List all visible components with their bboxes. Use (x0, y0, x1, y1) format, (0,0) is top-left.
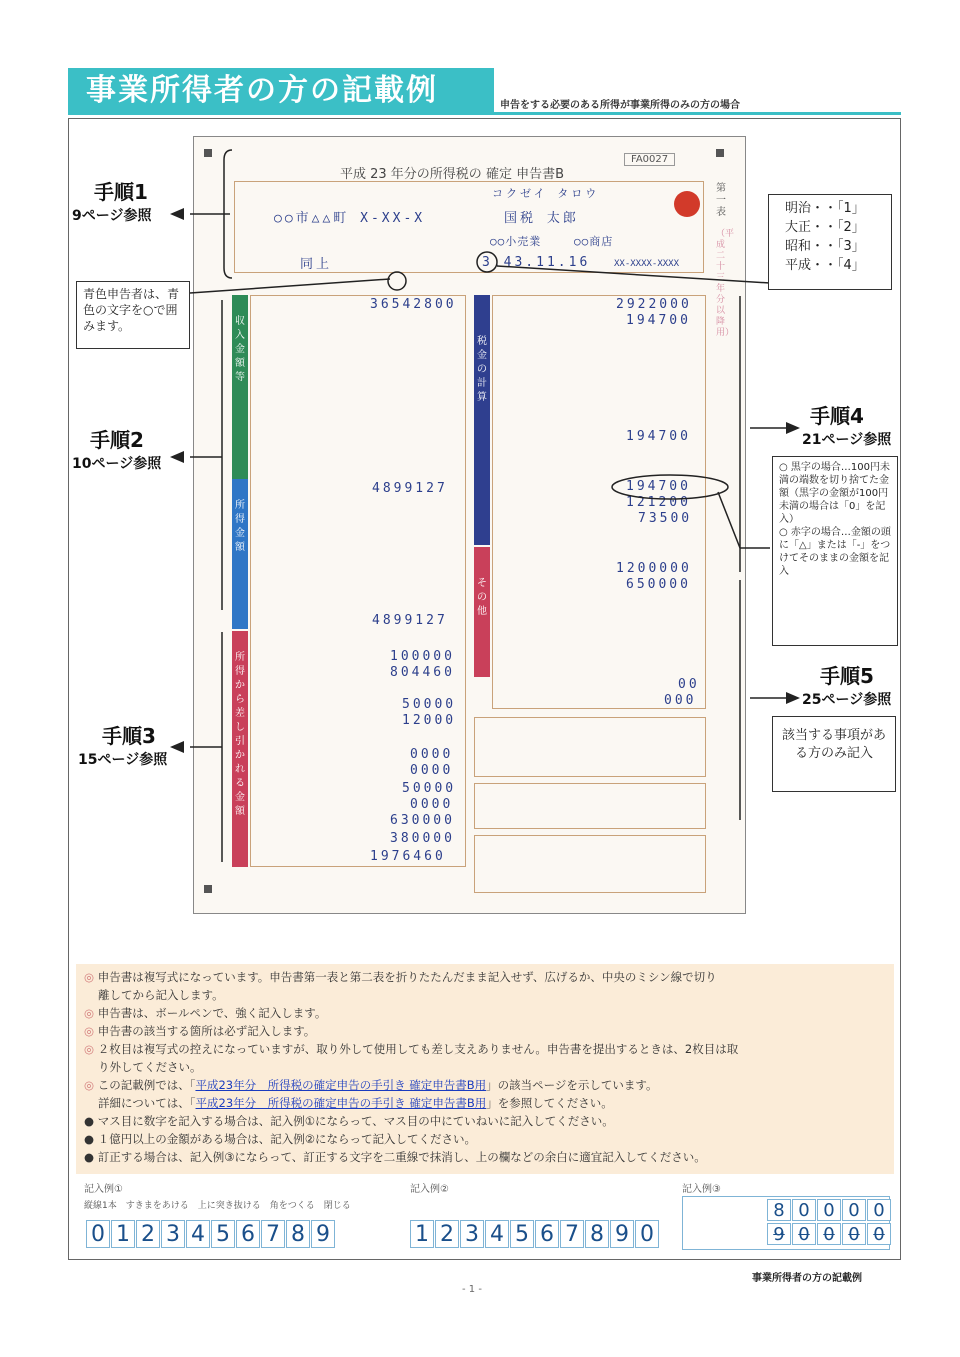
digit-box: 8 (286, 1220, 310, 1248)
instruction-item: ◎ 申告書は、ボールペンで、強く記入します。 (84, 1006, 327, 1020)
step-2-page: 10ページ参照 (72, 456, 162, 472)
section-deduct-label: 所得から差し引かれる金額 (232, 631, 248, 867)
guide-link[interactable]: 平成23年分 所得税の確定申告の手引き 確定申告書B用 (195, 1096, 487, 1110)
deduct-value: 50000 (402, 781, 457, 796)
instruction-item: り外してください。 (98, 1060, 202, 1074)
digit-box: 0 (867, 1223, 891, 1245)
form-occupation: ○○小売業 (490, 235, 542, 248)
tax-value: 000 (664, 693, 697, 708)
step-4-label: 手順4 (810, 404, 864, 428)
earned-value: 4899127 (372, 481, 448, 496)
income-value: 36542800 (370, 297, 457, 312)
digit-box: 1 (111, 1220, 135, 1248)
step-5-label: 手順5 (820, 664, 874, 688)
step-3-page: 15ページ参照 (78, 752, 168, 768)
form-name-kana: コクゼイ タロウ (492, 187, 600, 200)
digit-box: 8 (767, 1199, 791, 1221)
digit-box: 0 (86, 1220, 110, 1248)
digit-box: 5 (211, 1220, 235, 1248)
earned-total: 4899127 (372, 613, 448, 628)
digit-box: 3 (460, 1220, 484, 1248)
digit-box: 3 (161, 1220, 185, 1248)
step-3-label: 手順3 (102, 724, 156, 748)
form-phone: XX-XXXX-XXXX (614, 259, 680, 269)
era-heisei: 平成・・「4」 (785, 258, 865, 273)
deduct-value: 380000 (390, 831, 455, 846)
step-5-page: 25ページ参照 (802, 692, 892, 708)
digit-box: 0 (792, 1199, 816, 1221)
example-1-hints: 縦線1本 すきまをあける 上に突き抜ける 角をつくる 閉じる (84, 1201, 351, 1211)
instruction-item: ● マス目に数字を記入する場合は、記入例①にならって、マス目の中にていねいに記入してください。 (84, 1114, 614, 1128)
note-only-if-applicable: 該当する事項がある方のみ記入 (772, 716, 896, 792)
deduct-value: 0000 (410, 747, 454, 762)
digit-box: 2 (435, 1220, 459, 1248)
digit-box: 0 (792, 1223, 816, 1245)
digit-box: 0 (842, 1199, 866, 1221)
digit-box: 0 (817, 1199, 841, 1221)
note-era-codes (768, 194, 892, 290)
step-1-page: 9ページ参照 (72, 208, 152, 224)
deduct-total: 1976460 (370, 849, 446, 864)
deduct-value: 630000 (390, 813, 455, 828)
form-shop: ○○商店 (574, 235, 614, 248)
digit-box: 9 (610, 1220, 634, 1248)
instruction-item: ◎ ２枚目は複写式の控えになっていますが、取り外して使用しても差し支えありません。申告書を提出するときは、2枚目は取 (84, 1042, 739, 1056)
digit-box: 0 (817, 1223, 841, 1245)
step-1 (72, 176, 151, 225)
instruction-item: ◎ 申告書の該当する箇所は必ず記入します。 (84, 1024, 316, 1038)
note-amount-rules (772, 456, 898, 646)
example-3-label: 記入例③ (682, 1184, 721, 1195)
digit-box: 8 (585, 1220, 609, 1248)
digit-box: 0 (867, 1199, 891, 1221)
form-code: FA0027 (624, 153, 675, 166)
example-1-digits (86, 1220, 336, 1248)
digit-box: 4 (485, 1220, 509, 1248)
digit-box: 9 (311, 1220, 335, 1248)
example-3-new (767, 1199, 892, 1221)
digit-box: 0 (635, 1220, 659, 1248)
era-taisho: 大正・・「2」 (785, 220, 865, 235)
tax-value: 73500 (638, 511, 693, 526)
deduct-value: 12000 (402, 713, 457, 728)
digit-box: 6 (236, 1220, 260, 1248)
deduct-value: 804460 (390, 665, 455, 680)
era-showa: 昭和・・「3」 (785, 239, 865, 254)
tax-value: 194700 (626, 429, 691, 444)
tax-value: 2922000 (616, 297, 692, 312)
step-3 (78, 720, 167, 769)
note-red: ○ 赤字の場合…金額の頭に「△」または「-」をつけてそのままの金額を記入 (779, 527, 891, 577)
example-1-label: 記入例① (84, 1184, 123, 1195)
era-meiji: 明治・・「1」 (785, 201, 865, 216)
step-4 (802, 400, 891, 449)
digit-box: 0 (842, 1223, 866, 1245)
side-note: （平成二十三年分以降用） (716, 229, 735, 338)
tax-value: 00 (678, 677, 700, 692)
digit-box: 9 (767, 1223, 791, 1245)
deduct-value: 100000 (390, 649, 455, 664)
section-tax-label: 税金の計算 (474, 295, 490, 545)
instruction-item: ◎ 申告書は複写式になっています。申告書第一表と第二表を折りたたんだまま記入せず、広げるか、中央のミシン線で切り (84, 970, 717, 984)
side-label: 第一表 (716, 183, 726, 218)
tax-value: 194700 (626, 313, 691, 328)
form-heading: 平成 23 年分の所得税の 確定 申告書B (340, 167, 564, 182)
digit-box: 6 (535, 1220, 559, 1248)
digit-box: 7 (261, 1220, 285, 1248)
form-address-same: 同上 (300, 257, 333, 272)
section-other-label: その他 (474, 547, 490, 677)
tax-value: 121200 (626, 495, 691, 510)
step-2-label: 手順2 (90, 428, 144, 452)
example-3-old (767, 1223, 892, 1245)
step-4-page: 21ページ参照 (802, 432, 892, 448)
form-birth: 3.43.11.16 (482, 255, 591, 270)
page-subtitle: 申告をする必要のある所得が事業所得のみの方の場合 (500, 100, 740, 111)
form-name: 国税 太郎 (504, 211, 579, 226)
instruction-item: ● １億円以上の金額がある場合は、記入例②にならって記入してください。 (84, 1132, 477, 1146)
tax-value: 1200000 (616, 561, 692, 576)
footer-label: 事業所得者の方の記載例 (752, 1273, 862, 1284)
deduct-value: 0000 (410, 763, 454, 778)
section-income-label: 収入金額等 (232, 295, 248, 479)
section-earned-label: 所得金額 (232, 479, 248, 629)
note-black: ○ 黒字の場合…100円未満の端数を切り捨てた金額（黒字の金額が100円未満の場合は「0」を記入） (779, 462, 890, 525)
digit-box: 5 (510, 1220, 534, 1248)
deduct-value: 0000 (410, 797, 454, 812)
form-address: ○○市△△町 X-XX-X (274, 211, 426, 226)
page-title: 事業所得者の方の記載例 (68, 68, 494, 114)
example-3-box (682, 1196, 890, 1250)
example-2-label: 記入例② (410, 1184, 449, 1195)
instructions-list (84, 968, 892, 1166)
guide-link[interactable]: 平成23年分 所得税の確定申告の手引き 確定申告書B用 (195, 1078, 487, 1092)
note-blue-filer: 青色申告者は、青色の文字を○で囲みます。 (76, 281, 190, 349)
step-2 (72, 424, 161, 473)
example-2-digits (410, 1220, 660, 1248)
page-number: - 1 - (462, 1284, 482, 1295)
instruction-item: ● 訂正する場合は、記入例③にならって、訂正する文字を二重線で抹消し、上の欄などの余白に適宜記入してください。 (84, 1150, 706, 1164)
tax-value: 194700 (626, 479, 691, 494)
digit-box: 1 (410, 1220, 434, 1248)
step-1-label: 手順1 (94, 180, 148, 204)
instruction-item: 詳細については、「平成23年分 所得税の確定申告の手引き 確定申告書B用」を参照してください。 (98, 1096, 613, 1110)
instruction-item: ◎ この記載例では、「平成23年分 所得税の確定申告の手引き 確定申告書B用」の該当ページを示しています。 (84, 1078, 658, 1092)
digit-box: 4 (186, 1220, 210, 1248)
tax-value: 650000 (626, 577, 691, 592)
instruction-item: 離してから記入します。 (98, 988, 224, 1002)
digit-box: 7 (560, 1220, 584, 1248)
step-5 (802, 660, 891, 709)
digit-box: 2 (136, 1220, 160, 1248)
deduct-value: 50000 (402, 697, 457, 712)
